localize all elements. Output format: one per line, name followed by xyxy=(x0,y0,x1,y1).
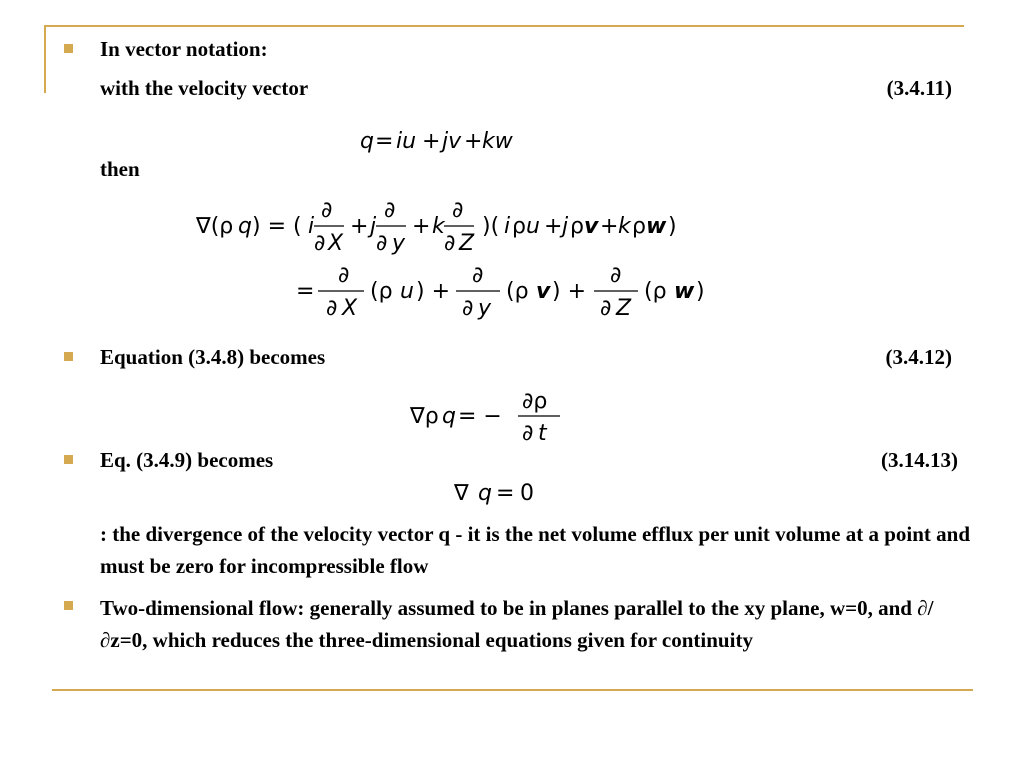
eq-symbol: j xyxy=(562,214,569,239)
eq-symbol: ∇ρ xyxy=(410,404,439,429)
eq-symbol: y xyxy=(392,231,406,256)
eq-symbol: q xyxy=(360,129,374,154)
eq-symbol: + xyxy=(600,214,619,239)
eq-symbol: ∂ xyxy=(326,296,338,321)
eq-symbol: ∂ xyxy=(321,198,333,223)
eq-symbol: q xyxy=(478,481,492,506)
equation-divergence-zero xyxy=(454,476,554,506)
eq-symbol: + xyxy=(350,214,369,239)
eq-symbol: ) xyxy=(668,214,677,239)
eq-symbol: u xyxy=(400,279,414,304)
bullet-1-heading: In vector notation: xyxy=(100,37,268,61)
eq-symbol: ∂ xyxy=(314,231,326,256)
eq-symbol: ρ xyxy=(512,214,526,239)
eq-symbol: t xyxy=(538,421,547,446)
eq-symbol: ∂ xyxy=(376,231,388,256)
eq-symbol: Z xyxy=(616,296,632,321)
eq-symbol: + xyxy=(412,214,431,239)
eq-symbol: ∂ xyxy=(338,263,350,288)
eq-symbol: w xyxy=(674,279,695,304)
eq-symbol: ∂ xyxy=(522,421,534,446)
eq-symbol: ) + xyxy=(552,279,587,304)
eq-symbol: ∂ρ xyxy=(522,389,548,414)
eq-symbol: y xyxy=(478,296,492,321)
eq-symbol: )( xyxy=(482,214,500,239)
eq-symbol: j xyxy=(370,214,377,239)
eq-symbol: = xyxy=(375,129,394,154)
eq-symbol: iu xyxy=(396,129,417,154)
equation-number-3-14-13: (3.14.13) xyxy=(881,448,958,472)
eq-symbol: + xyxy=(544,214,563,239)
eq-symbol: kw xyxy=(482,129,513,154)
eq-symbol: ∂ xyxy=(610,263,622,288)
eq-symbol: ρ xyxy=(570,214,584,239)
eq-symbol: = xyxy=(496,481,515,506)
bullet-marker xyxy=(64,455,73,464)
eq-symbol: = − xyxy=(458,404,502,429)
equation-velocity-vector xyxy=(358,126,558,156)
eq-symbol: ρ xyxy=(632,214,646,239)
eq-symbol: (ρ xyxy=(644,279,667,304)
bottom-rule xyxy=(52,689,973,691)
eq-symbol: + xyxy=(422,129,441,154)
eq-symbol: k xyxy=(618,214,631,239)
eq-symbol: w xyxy=(646,214,667,239)
eq-symbol: = xyxy=(296,279,315,304)
eq-symbol: q xyxy=(238,214,252,239)
eq-symbol: i xyxy=(308,214,315,239)
top-rule xyxy=(44,25,964,27)
eq-symbol: i xyxy=(504,214,511,239)
eq-symbol: ) + xyxy=(416,279,451,304)
bullet-1-line2: with the velocity vector xyxy=(100,76,309,100)
divergence-note: : the divergence of the velocity vector q - it is the net volume efflux per unit volume at a point and must be zero for incompressible flow xyxy=(100,522,971,578)
eq-symbol: ) = ( xyxy=(252,214,302,239)
eq-symbol: 0 xyxy=(520,481,534,506)
eq-symbol: ∂ xyxy=(384,198,396,223)
eq-symbol: X xyxy=(328,231,344,256)
eq-symbol: q xyxy=(442,404,456,429)
equation-number-3-4-11: (3.4.11) xyxy=(886,76,952,100)
eq-symbol: v xyxy=(584,214,599,239)
eq-symbol: ∇ xyxy=(454,481,469,506)
eq-symbol: (ρ xyxy=(370,279,393,304)
eq-symbol: + xyxy=(464,129,483,154)
bullet-3-heading: Eq. (3.4.9) becomes xyxy=(100,448,274,472)
eq-symbol: Z xyxy=(459,231,475,256)
left-rule xyxy=(44,25,46,93)
eq-symbol: ∂ xyxy=(472,263,484,288)
then-label: then xyxy=(100,157,140,181)
bullet-2-heading: Equation (3.4.8) becomes xyxy=(100,345,326,369)
bullet-marker xyxy=(64,601,73,610)
equation-number-3-4-12: (3.4.12) xyxy=(885,345,952,369)
eq-symbol: ) xyxy=(696,279,705,304)
eq-symbol: ∂ xyxy=(444,231,456,256)
eq-symbol: u xyxy=(526,214,540,239)
equation-continuity-vector xyxy=(410,389,580,448)
bullet-marker xyxy=(64,352,73,361)
bullet-4-text: Two-dimensional flow: generally assumed to be in planes parallel to the xy plane, w=0, and ∂/∂z=0, which reduces the three-dimensional equations given for continuity xyxy=(100,596,934,652)
eq-symbol: jv xyxy=(442,129,462,154)
eq-symbol: ∇(ρ xyxy=(196,214,234,239)
bullet-marker xyxy=(64,44,73,53)
eq-symbol: v xyxy=(536,279,551,304)
equation-divergence-line-2 xyxy=(296,265,736,325)
eq-symbol: ∂ xyxy=(462,296,474,321)
eq-symbol: ∂ xyxy=(600,296,612,321)
eq-symbol: (ρ xyxy=(506,279,529,304)
eq-symbol: X xyxy=(342,296,358,321)
equation-divergence-line-1 xyxy=(196,200,796,260)
eq-symbol: ∂ xyxy=(452,198,464,223)
eq-symbol: k xyxy=(432,214,445,239)
